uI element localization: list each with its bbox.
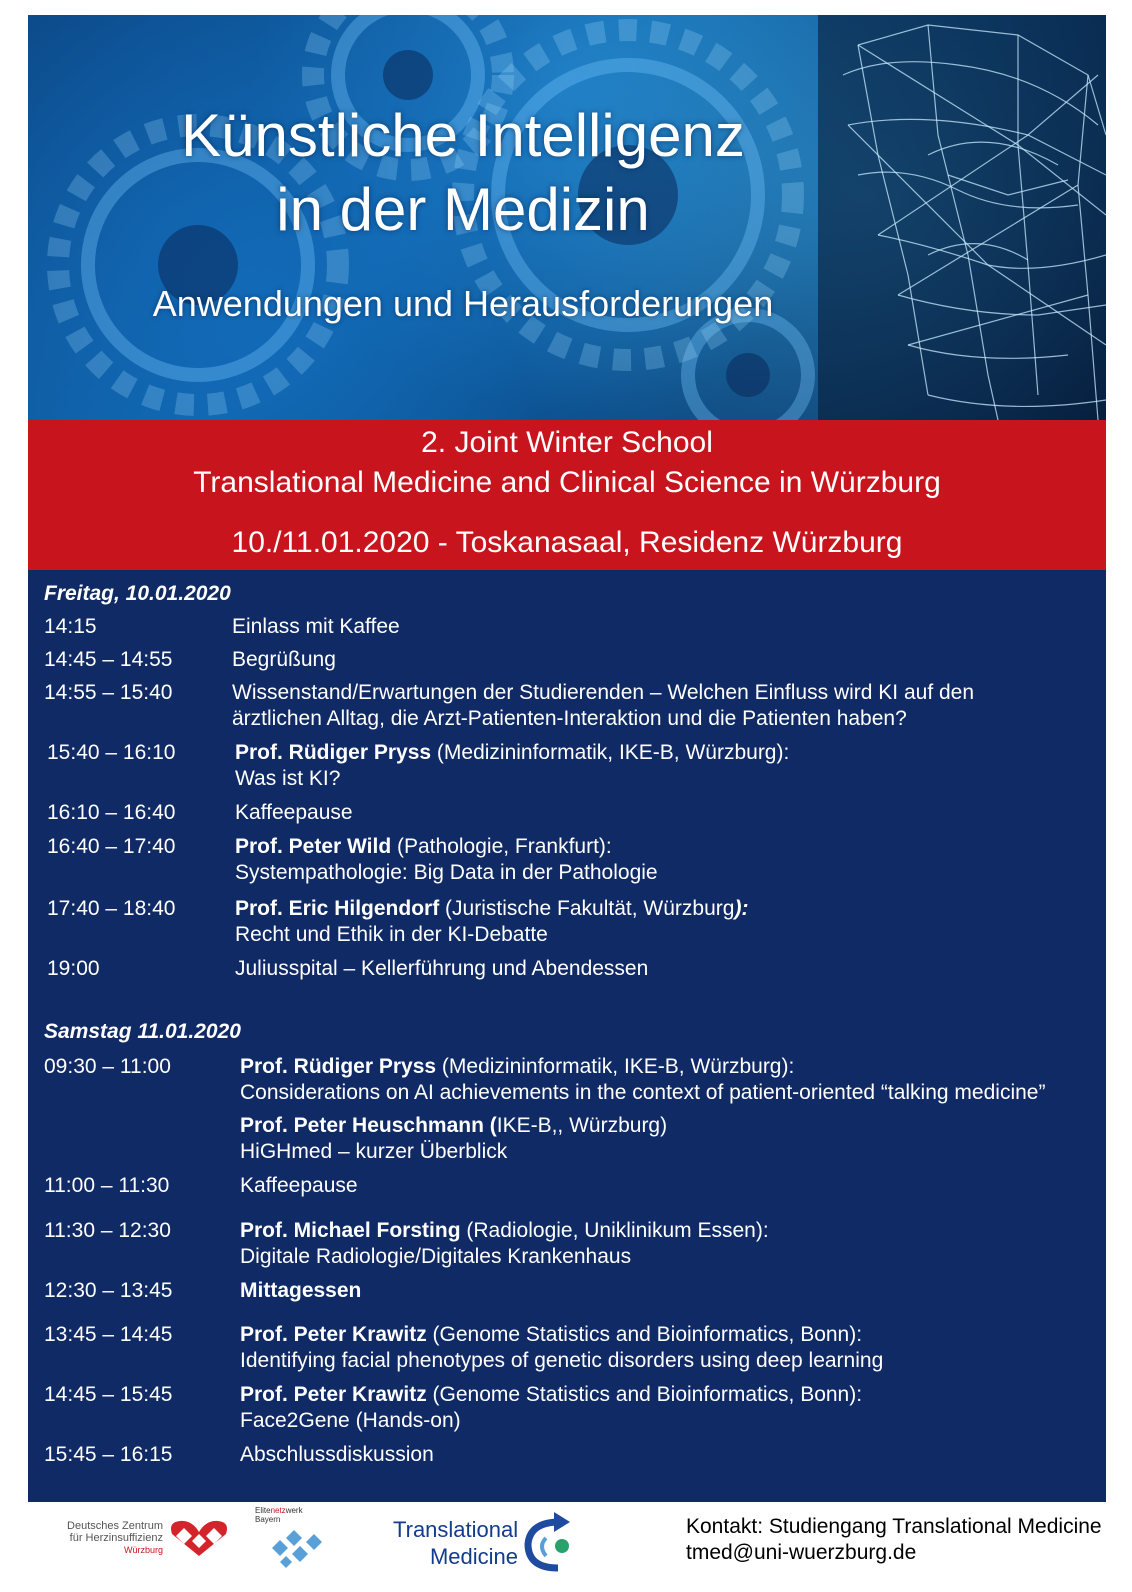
talk-title: Considerations on AI achievements in the context of patient-oriented “talking medicine” <box>240 1081 1046 1104</box>
speaker-affiliation: (Medizininformatik, IKE-B, Würzburg): <box>436 1055 795 1078</box>
speaker-affiliation: (Radiologie, Uniklinikum Essen): <box>460 1219 769 1242</box>
row-time: 14:45 – 14:55 <box>44 648 173 671</box>
speaker-affiliation: (Pathologie, Frankfurt): <box>391 835 612 858</box>
footer <box>0 1502 1132 1592</box>
day1-heading: Freitag, 10.01.2020 <box>44 582 231 605</box>
speaker-affiliation: (Genome Statistics and Bioinformatics, Bonn): <box>426 1323 863 1346</box>
talk-title: Face2Gene (Hands-on) <box>240 1409 461 1432</box>
speaker-name: Prof. Rüdiger Pryss <box>235 741 432 764</box>
hero-subtitle: Anwendungen und Herausforderungen <box>152 283 774 324</box>
row-text: Kaffeepause <box>240 1174 358 1197</box>
contact-info <box>686 1514 1102 1566</box>
speaker-affiliation: IKE-B,, Würzburg) <box>496 1114 668 1137</box>
row-time: 11:30 – 12:30 <box>44 1219 171 1242</box>
event-title: 2. Joint Winter School <box>421 426 713 459</box>
elite-part2: netz <box>270 1506 286 1515</box>
row-time: 15:45 – 16:15 <box>44 1443 173 1466</box>
talk-title: Systempathologie: Big Data in der Pathologie <box>235 861 658 884</box>
program-schedule <box>28 570 1106 1502</box>
row-text: Einlass mit Kaffee <box>232 615 400 638</box>
row-time: 11:00 – 11:30 <box>44 1174 170 1197</box>
talk-title: Was ist KI? <box>235 767 341 790</box>
bavarian-diamond-logo-icon <box>262 1526 332 1570</box>
row-text: Mittagessen <box>240 1279 362 1302</box>
row-time: 15:40 – 16:10 <box>47 741 176 764</box>
elitenetzwerk-logo-text <box>255 1506 303 1524</box>
dzhi-heart-logo-icon <box>168 1518 230 1558</box>
row-text-line2: ärztlichen Alltag, die Arzt-Patienten-Interaktion und die Patienten haben? <box>232 707 907 730</box>
talk-title: Recht und Ethik in der KI-Debatte <box>235 923 548 946</box>
speaker-name: Prof. Peter Heuschmann ( <box>240 1114 497 1137</box>
event-banner <box>28 420 1106 570</box>
row-time: 09:30 – 11:00 <box>44 1055 171 1078</box>
row-time: 16:10 – 16:40 <box>47 801 176 824</box>
speaker-affiliation: (Genome Statistics and Bioinformatics, Bonn): <box>426 1383 863 1406</box>
contact-email-link[interactable]: tmed@uni-wuerzburg.de <box>686 1541 917 1564</box>
contact-label: Kontakt: Studiengang Translational Medicine <box>686 1515 1102 1538</box>
speaker-affiliation: (Medizininformatik, IKE-B, Würzburg): <box>431 741 790 764</box>
speaker-name: Prof. Rüdiger Pryss <box>240 1055 437 1078</box>
elite-part1: Elite <box>255 1506 271 1515</box>
event-subtitle: Translational Medicine and Clinical Science in Würzburg <box>193 466 941 499</box>
row-time: 14:15 <box>44 615 97 638</box>
speaker-affiliation: (Juristische Fakultät, Würzburg <box>439 897 735 920</box>
hero-title-line2: in der Medizin <box>276 176 650 243</box>
row-time: 14:55 – 15:40 <box>44 681 173 704</box>
dzhi-name-line2: für Herzinsuffizienz <box>69 1532 163 1544</box>
hero-title-line1: Künstliche Intelligenz <box>181 102 745 169</box>
dzhi-city: Würzburg <box>123 1545 163 1555</box>
tm-line1: Translational <box>393 1517 519 1542</box>
row-text: Abschlussdiskussion <box>240 1443 434 1466</box>
dzhi-logo-text <box>38 1520 163 1556</box>
event-date-location: 10./11.01.2020 - Toskanasaal, Residenz Würzburg <box>231 526 903 559</box>
row-time: 17:40 – 18:40 <box>47 897 176 920</box>
row-time: 13:45 – 14:45 <box>44 1323 173 1346</box>
speaker-name: Prof. Eric Hilgendorf <box>235 897 440 920</box>
affiliation-close: ): <box>734 897 749 920</box>
talk-title: Identifying facial phenotypes of genetic disorders using deep learning <box>240 1349 884 1372</box>
speaker-name: Prof. Michael Forsting <box>240 1219 461 1242</box>
day2-heading: Samstag 11.01.2020 <box>44 1020 241 1043</box>
row-time: 14:45 – 15:45 <box>44 1383 173 1406</box>
speaker-name: Prof. Peter Krawitz <box>240 1383 427 1406</box>
row-text: Juliusspital – Kellerführung und Abendessen <box>235 957 649 980</box>
row-text: Wissenstand/Erwartungen der Studierenden – Welchen Einfluss wird KI auf den <box>232 681 975 704</box>
speaker-name: Prof. Peter Wild <box>235 835 392 858</box>
elite-part3: werk <box>285 1506 303 1515</box>
row-text: Begrüßung <box>232 648 336 671</box>
tm-line2: Medicine <box>429 1544 518 1569</box>
speaker-name: Prof. Peter Krawitz <box>240 1323 427 1346</box>
row-time: 19:00 <box>47 957 100 980</box>
talk-title: Digitale Radiologie/Digitales Krankenhaus <box>240 1245 632 1268</box>
translational-medicine-arrow-icon <box>520 1508 580 1578</box>
row-text: Kaffeepause <box>235 801 353 824</box>
row-time: 12:30 – 13:45 <box>44 1279 173 1302</box>
hero-banner <box>28 15 1106 420</box>
dzhi-name-line1: Deutsches Zentrum <box>67 1520 163 1532</box>
talk-title: HiGHmed – kurzer Überblick <box>240 1140 508 1163</box>
elite-region: Bayern <box>255 1515 281 1524</box>
translational-medicine-logo-text <box>393 1516 518 1570</box>
row-time: 16:40 – 17:40 <box>47 835 176 858</box>
